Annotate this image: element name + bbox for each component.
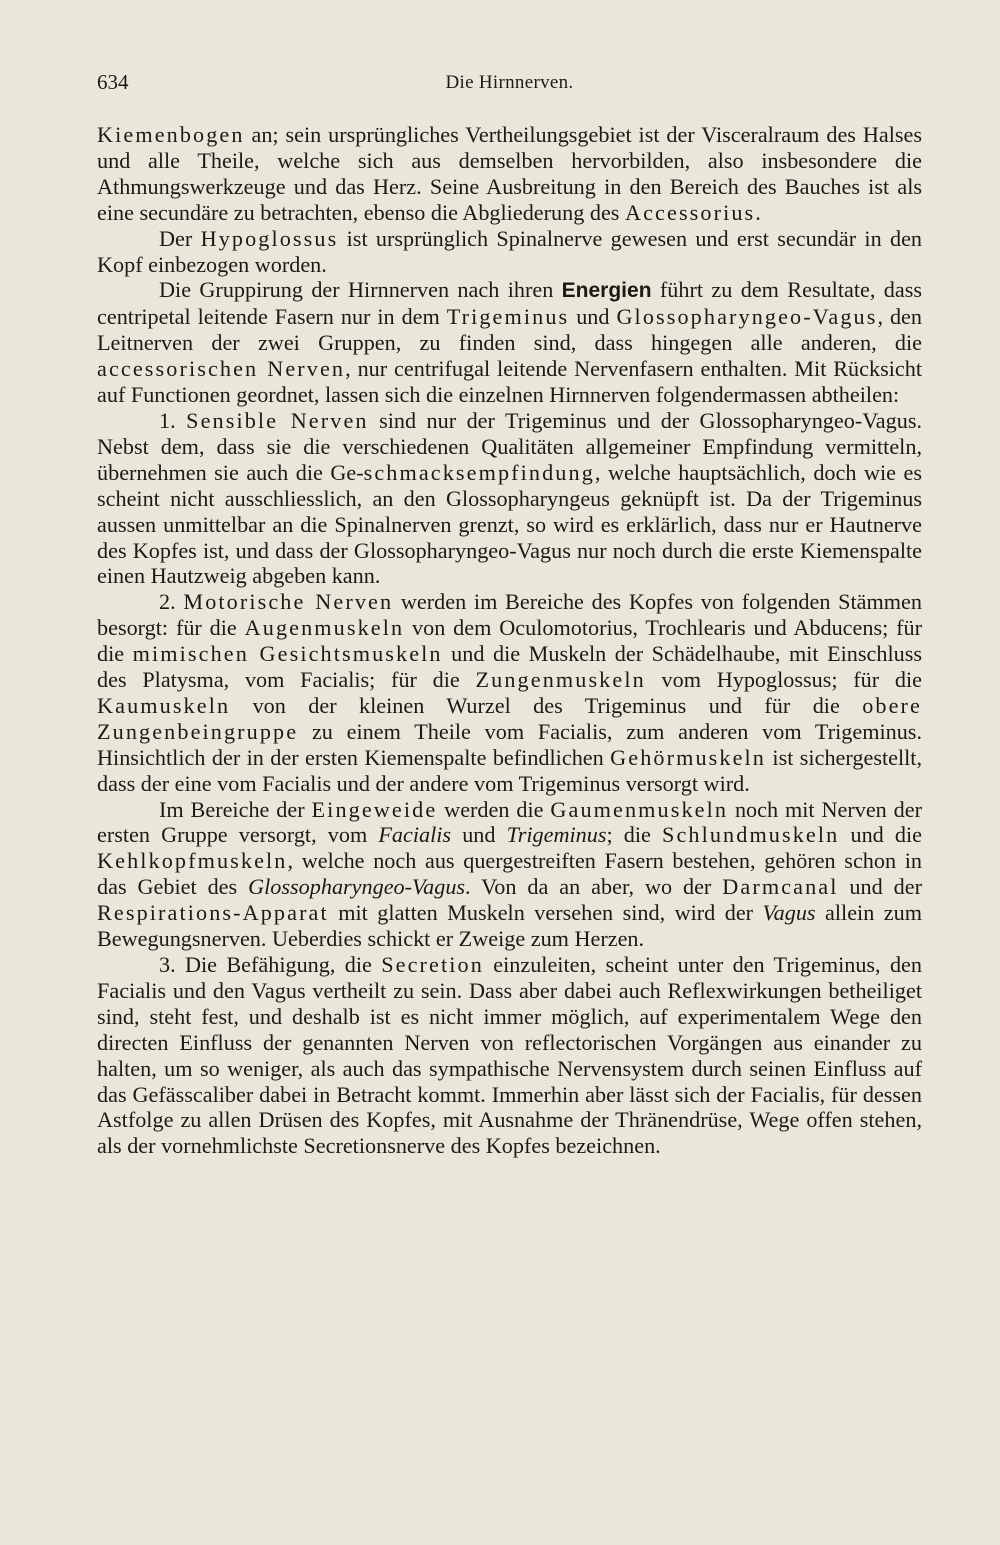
spaced-term: Augenmuskeln <box>244 615 405 641</box>
text-run: von dem Oculomotorius, Trochlearis und Abducens; für die <box>97 615 922 667</box>
spaced-term: Trigeminus <box>446 304 570 330</box>
text-run: ; die <box>606 822 663 848</box>
text-run: 3. Die Befähigung, die <box>159 952 382 977</box>
text-run: 2. <box>159 589 184 615</box>
spaced-term: Hypoglossus <box>200 225 339 251</box>
text-run: . <box>755 199 761 225</box>
italic-term: Vagus <box>762 900 816 926</box>
paragraph-3 <box>97 277 922 408</box>
text-run: , den Leitnerven der zwei Gruppen, zu finden sind, dass hingegen alle anderen, die <box>97 304 922 356</box>
text-run: 1. <box>159 407 187 433</box>
spaced-term: Kaumuskeln <box>97 692 231 718</box>
text-run: von der kleinen Wurzel des Trigeminus und für die <box>230 692 863 718</box>
running-title: Die Hirnnerven. <box>445 72 574 93</box>
spaced-term: Motorische Nerven <box>183 589 394 615</box>
text-run: und die Muskeln der Schädelhaube, mit Einschluss des Platysma, vom Facialis; für die <box>97 641 922 693</box>
text-run: führt zu dem Resultate, dass centripetal leitende Fasern nur in dem <box>97 277 923 330</box>
text-run: , nur centrifugal leitende Nervenfasern enthalten. Mit Rücksicht auf Functionen geordnet, lassen sich die einzelnen Hirnnerven folgendermassen abtheilen: <box>97 356 922 408</box>
body-text <box>97 122 922 1159</box>
text-run: zu einem Theile vom Facialis, zum anderen vom Trigeminus. Hinsichtlich der in der ersten Kiemenspalte befindlichen <box>97 718 922 770</box>
text-run: ist ursprünglich Spinalnerve gewesen und erst secundär in den Kopf einbezogen worden. <box>97 225 923 277</box>
spaced-term: Schlundmuskeln <box>662 822 840 848</box>
text-run: und <box>451 822 507 848</box>
text-run: , welche noch aus quergestreiften Fasern bestehen, gehören schon in das Gebiet des <box>97 848 922 900</box>
paragraph-7 <box>97 952 922 1159</box>
text-run: Der <box>159 225 201 251</box>
paragraph-4 <box>97 408 922 589</box>
text-run: . Von da an aber, wo der <box>465 874 723 900</box>
spaced-term: Eingeweide <box>311 796 438 822</box>
spaced-term: Respirations-Apparat <box>97 900 329 926</box>
paragraph-5 <box>97 589 922 796</box>
spaced-term: Secretion <box>381 952 484 977</box>
bold-term: Energien <box>561 279 652 303</box>
spaced-term: Glossopharyngeo-Vagus <box>616 304 878 330</box>
spaced-term: Accessorius <box>624 199 756 225</box>
spaced-term: Gehörmuskeln <box>610 744 766 770</box>
text-run: noch mit Nerven der ersten Gruppe versorgt, vom <box>97 796 923 848</box>
text-run: und die <box>839 822 922 848</box>
text-run: Im Bereiche der <box>159 796 312 822</box>
page-number: 634 <box>97 70 129 94</box>
spaced-term: Zungenmuskeln <box>475 667 646 693</box>
text-run: einzuleiten, scheint unter den Trigeminus, den Facialis und den Vagus vertheilt zu sein. Dass aber dabei auch Reflexwirkungen betheiliget sind, steht fest, und deshalb ist es nicht immer möglich, auf experimentalem Wege den directen Einfluss der genannten Nerven von reflectorischen Vorgängen aus einander zu halten, um so weniger, als auch das sympathische Nervensystem durch seinen Einfluss auf das Gefässcaliber dabei in Betracht kommt. Immerhin aber lässt sich der Facialis, für dessen Astfolge zu allen Drüsen des Kopfes, mit Ausnahme der Thränendrüse, Wege offen stehen, als der vornehmlichste Secretionsnerve des Kopfes bezeichnen. <box>97 952 922 1159</box>
spaced-term: Sensible Nerven <box>186 407 369 433</box>
spaced-term: mimischen Gesichtsmuskeln <box>132 641 443 667</box>
paragraph-2 <box>97 226 922 278</box>
text-run: sind nur der Trigeminus und der Glossopharyngeo-Vagus. Nebst dem, dass sie die verschiedenen Qualitäten allgemeiner Empfindung vermitteln, übernehmen sie auch die Ge- <box>97 407 923 485</box>
text-run: werden im Bereiche des Kopfes von folgenden Stämmen besorgt: für die <box>97 589 922 641</box>
text-run: mit glatten Muskeln versehen sind, wird der <box>328 900 763 926</box>
spaced-term: schmacksempfindung <box>363 459 595 485</box>
spaced-term: obere Zungenbeingruppe <box>97 692 922 744</box>
text-run: allein zum Bewegungsnerven. Ueberdies schickt er Zweige zum Herzen. <box>97 900 922 952</box>
spaced-term: Kiemenbogen <box>97 122 245 147</box>
italic-term: Trigeminus <box>506 822 607 848</box>
text-run: Die Gruppirung der Hirnnerven nach ihren <box>159 277 562 303</box>
paragraph-1 <box>97 122 922 226</box>
italic-term: Glossopharyngeo-Vagus <box>248 874 466 900</box>
page-header <box>97 70 922 98</box>
text-run: , welche hauptsächlich, doch wie es scheint nicht ausschliesslich, an den Glossopharyngeus geknüpft ist. Da der Trigeminus aussen unmittelbar an die Spinalnerven grenzt, so wird es erklärlich, dass nur er Hautnerve des Kopfes ist, und dass der Glossopharyngeo-Vagus nur noch durch die erste Kiemenspalte einen Hautzweig abgeben kann. <box>97 459 922 589</box>
spaced-term: Kehlkopfmuskeln <box>97 848 288 874</box>
spaced-term: accessorischen Nerven <box>97 356 346 382</box>
spaced-term: Gaumenmuskeln <box>550 796 729 822</box>
text-run: und <box>569 304 617 330</box>
text-run: ist sichergestellt, dass der eine vom Facialis und der andere vom Trigeminus versorgt wird. <box>97 744 923 796</box>
text-run: an; sein ursprüngliches Vertheilungsgebiet ist der Visceralraum des Halses und alle Theile, welche sich aus demselben hervorbilden, also insbesondere die Athmungswerkzeuge und das Herz. Seine Ausbreitung in den Bereich des Bauches ist als eine secundäre zu betrachten, ebenso die Abgliederung des <box>97 122 922 225</box>
italic-term: Facialis <box>378 822 452 848</box>
text-run: vom Hypoglossus; für die <box>645 667 922 693</box>
text-run: werden die <box>437 796 551 822</box>
paragraph-6 <box>97 797 922 952</box>
spaced-term: Darmcanal <box>722 874 839 900</box>
text-run: und der <box>838 874 922 900</box>
